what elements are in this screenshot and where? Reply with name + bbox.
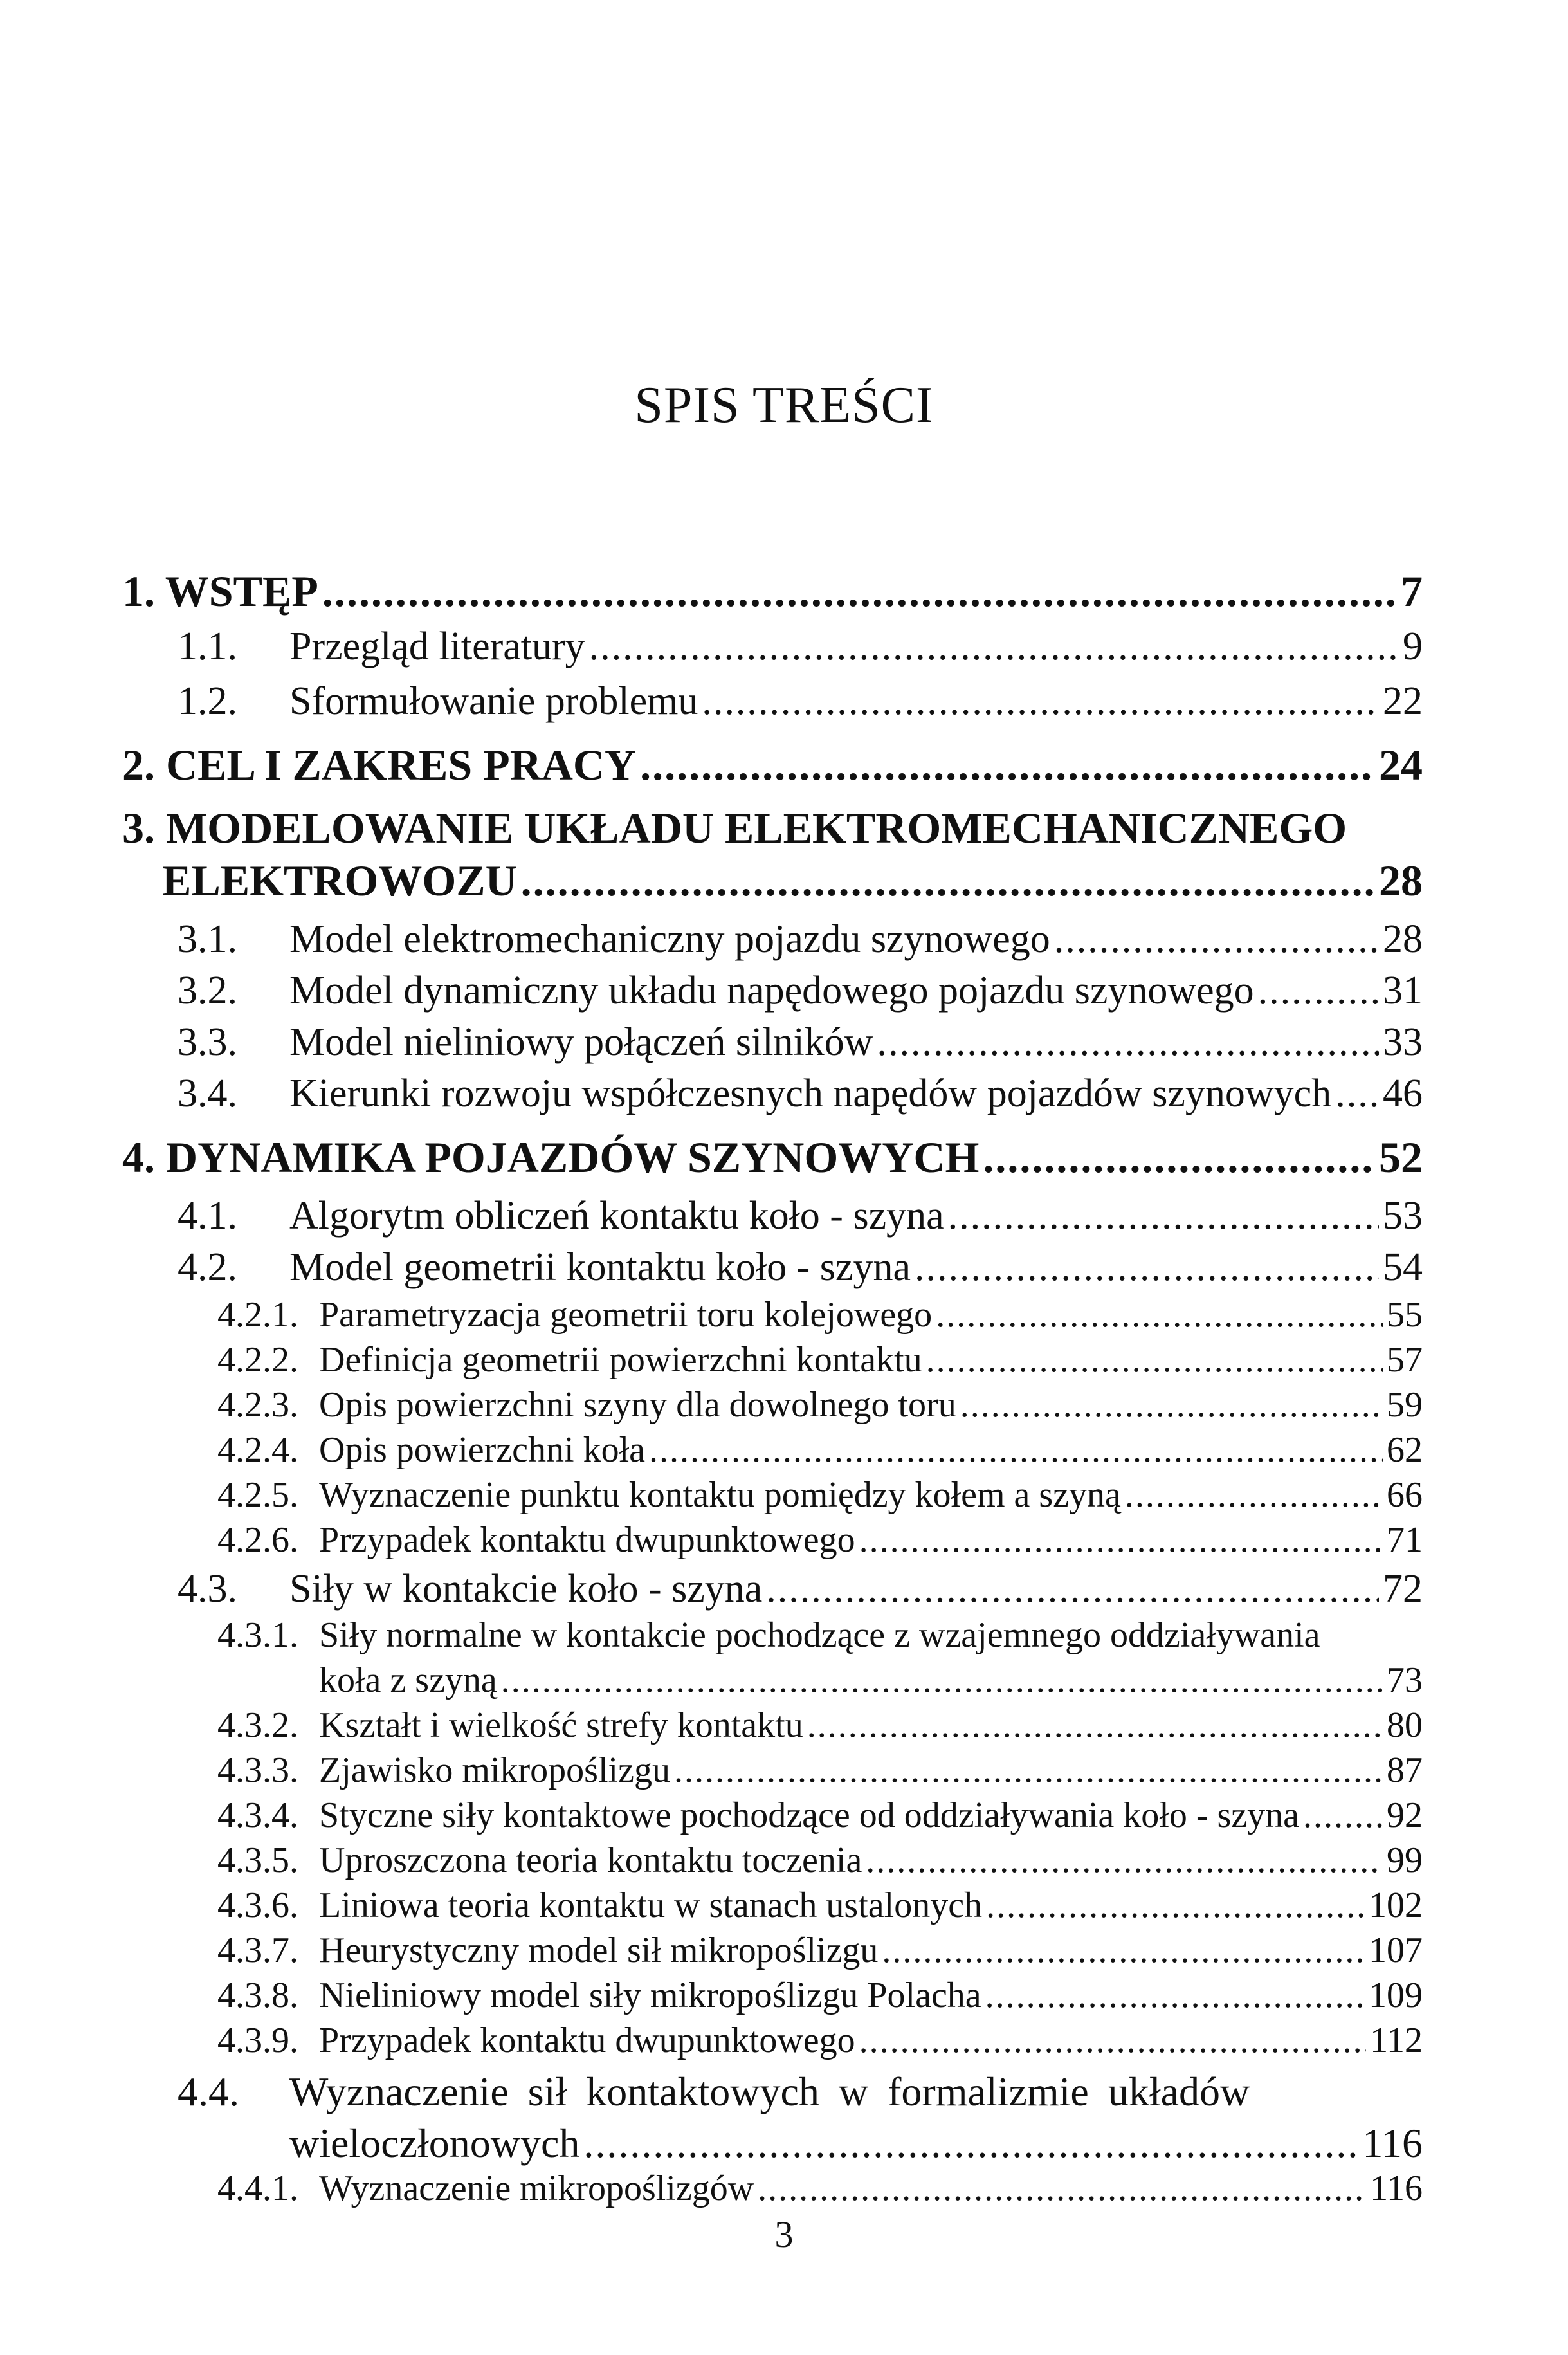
toc-entry-title: Uproszczona teoria kontaktu toczenia (319, 1840, 862, 1880)
toc-entry-title: Sformułowanie problemu (289, 679, 698, 723)
leader-dots (1335, 1071, 1379, 1117)
toc-entry-number: 4. (122, 1133, 155, 1182)
toc-entry[interactable] (178, 679, 1423, 730)
toc-entry-title: Heurystyczny model sił mikropoślizgu (319, 1930, 879, 1970)
toc-entry-title: Definicja geometrii powierzchni kontaktu (319, 1340, 922, 1380)
toc-entry[interactable] (122, 1132, 1423, 1184)
toc-entry[interactable] (289, 2120, 1423, 2171)
toc-entry[interactable] (178, 1193, 1423, 1245)
leader-dots (640, 740, 1375, 791)
toc-entry-title: Parametryzacja geometrii toru kolejowego (319, 1295, 933, 1335)
toc-entry-page: 71 (1387, 1520, 1423, 1560)
leader-dots (583, 2120, 1358, 2167)
leader-dots (702, 679, 1379, 724)
toc-entry-title: Model dynamiczny układu napędowego pojazdu szynowego (289, 969, 1254, 1013)
toc-entry-title: Przypadek kontaktu dwupunktowego (319, 2021, 855, 2060)
toc-entry-title: Opis powierzchni szyny dla dowolnego toru (319, 1385, 956, 1425)
toc-entry-number: 3.2. (178, 969, 237, 1013)
toc-entry-number: 1. (122, 567, 155, 616)
toc-entry-title: Opis powierzchni koła (319, 1430, 645, 1470)
toc-entry-number: 1.1. (178, 625, 237, 668)
toc-entry-title: wieloczłonowych (289, 2120, 580, 2166)
toc-entry-page: 28 (1383, 917, 1423, 961)
toc-entry-page: 7 (1401, 567, 1423, 616)
leader-dots (960, 1384, 1383, 1425)
toc-entry-title: Kierunki rozwoju współczesnych napędów pojazdów szynowych (289, 1072, 1332, 1115)
toc-entry-page: 92 (1387, 1795, 1423, 1835)
toc-entry-title: Model elektromechaniczny pojazdu szynowego (289, 917, 1050, 961)
toc-entry[interactable] (217, 1750, 1423, 1801)
leader-dots (1258, 968, 1379, 1014)
toc-entry-number: 4.4.1. (217, 2168, 298, 2208)
toc-entry-page: 22 (1383, 679, 1423, 723)
toc-entry-number: 4.2. (178, 1245, 237, 1289)
toc-entry-number: 4.3.1. (217, 1615, 298, 1655)
toc-entry[interactable] (217, 1705, 1423, 1756)
page-number: 3 (774, 2213, 794, 2255)
leader-dots (766, 1566, 1379, 1612)
toc-entry-title: Model geometrii kontaktu koło - szyna (289, 1245, 911, 1289)
toc-entry-number: 4.2.4. (217, 1430, 298, 1470)
toc-entry-title: Wyznaczenie punktu kontaktu pomiędzy kołem a szyną (319, 1475, 1121, 1515)
toc-entry-title: Styczne siły kontaktowe pochodzące od oddziaływania koło - szyna (319, 1795, 1299, 1835)
toc-entry-number: 3.1. (178, 917, 237, 961)
toc-entry[interactable] (217, 1474, 1423, 1526)
leader-dots (877, 1020, 1379, 1065)
toc-entry-page: 46 (1383, 1072, 1423, 1115)
toc-entry-page: 102 (1369, 1885, 1423, 1925)
toc-entry-title: Siły w kontakcie koło - szyna (289, 1567, 763, 1611)
toc-entry[interactable] (217, 2020, 1423, 2071)
toc-entry-page: 80 (1387, 1705, 1423, 1745)
leader-dots (589, 624, 1399, 670)
toc-entry-number: 4.2.1. (217, 1295, 298, 1335)
toc-entry-title: DYNAMIKA POJAZDÓW SZYNOWYCH (166, 1133, 980, 1182)
toc-entry-page: 73 (1387, 1660, 1423, 1700)
toc-entry-number: 4.2.2. (217, 1340, 298, 1380)
leader-dots (674, 1750, 1383, 1791)
toc-entry-number: 4.2.3. (217, 1385, 298, 1425)
toc-entry[interactable] (178, 624, 1423, 675)
leader-dots (936, 1294, 1383, 1335)
toc-entry[interactable] (162, 856, 1423, 907)
page-title: SPIS TREŚCI (634, 377, 934, 434)
leader-dots (758, 2168, 1366, 2209)
toc-entry-page: 52 (1379, 1133, 1423, 1182)
toc-entry-page: 116 (1370, 2168, 1423, 2208)
leader-dots (882, 1930, 1365, 1971)
toc-entry-number: 4.3.6. (217, 1885, 298, 1925)
toc-entry-page: 62 (1387, 1430, 1423, 1470)
toc-entry-title: Algorytm obliczeń kontaktu koło - szyna (289, 1194, 944, 1238)
toc-entry-page: 107 (1369, 1930, 1423, 1970)
leader-dots (859, 1519, 1383, 1561)
toc-entry-heading-line[interactable] (217, 1615, 1423, 1666)
toc-entry[interactable] (122, 740, 1423, 791)
toc-entry-page: 53 (1383, 1194, 1423, 1238)
toc-entry-number: 2. (122, 740, 155, 789)
toc-entry-title: koła z szyną (319, 1660, 497, 1700)
toc-entry-page: 59 (1387, 1385, 1423, 1425)
toc-entry-page: 33 (1383, 1020, 1423, 1064)
toc-entry-title: Zjawisko mikropoślizgu (319, 1750, 670, 1790)
toc-entry[interactable] (217, 1795, 1423, 1846)
leader-dots (983, 1132, 1375, 1183)
toc-entry-number: 4.3.7. (217, 1930, 298, 1970)
toc-entry-number: 3.3. (178, 1020, 237, 1064)
leader-dots (866, 1840, 1383, 1881)
toc-entry-title-line1: MODELOWANIE UKŁADU ELEKTROMECHANICZNEGO (166, 803, 1347, 852)
toc-entry[interactable] (178, 1071, 1423, 1123)
toc-entry-number: 4.3.5. (217, 1840, 298, 1880)
toc-entry[interactable] (319, 1660, 1423, 1711)
leader-dots (948, 1193, 1379, 1239)
toc-entry-page: 116 (1362, 2120, 1423, 2166)
toc-entry[interactable] (217, 1429, 1423, 1481)
toc-entry-title: Nieliniowy model siły mikropoślizgu Polacha (319, 1975, 981, 2015)
toc-entry-page: 87 (1387, 1750, 1423, 1790)
toc-entry[interactable] (217, 1294, 1423, 1346)
toc-entry-title: Liniowa teoria kontaktu w stanach ustalonych (319, 1885, 983, 1925)
toc-entry-page: 9 (1403, 625, 1423, 668)
leader-dots (1125, 1474, 1383, 1516)
toc-entry-number: 4.3.4. (217, 1795, 298, 1835)
toc-entry-title: CEL I ZAKRES PRACY (166, 740, 637, 789)
toc-entry-page: 66 (1387, 1475, 1423, 1515)
toc-entry-page: 55 (1387, 1295, 1423, 1335)
toc-entry-heading-line[interactable] (178, 2068, 1423, 2120)
toc-entry-page: 72 (1383, 1567, 1423, 1611)
toc-entry-title: Kształt i wielkość strefy kontaktu (319, 1705, 803, 1745)
toc-entry-number: 4.2.6. (217, 1520, 298, 1560)
toc-entry-number: 4.3.3. (217, 1750, 298, 1790)
toc-entry[interactable] (122, 566, 1423, 618)
toc-entry-number: 3.4. (178, 1072, 237, 1115)
toc-entry-number: 4.3.8. (217, 1975, 298, 2015)
toc-entry-title: Przypadek kontaktu dwupunktowego (319, 1520, 855, 1560)
toc-entry[interactable] (217, 1384, 1423, 1436)
toc-entry-page: 31 (1383, 969, 1423, 1013)
leader-dots (649, 1429, 1383, 1471)
toc-entry-title: ELEKTROWOZU (162, 856, 517, 905)
toc-entry[interactable] (217, 2168, 1423, 2219)
toc-entry[interactable] (178, 1020, 1423, 1071)
toc-entry-number: 3. (122, 803, 155, 852)
toc-entry-page: 109 (1369, 1975, 1423, 2015)
toc-entry-page: 99 (1387, 1840, 1423, 1880)
toc-entry-page: 54 (1383, 1245, 1423, 1289)
leader-dots (986, 1885, 1365, 1926)
toc-entry-title: WSTĘP (165, 567, 318, 616)
leader-dots (1303, 1795, 1383, 1836)
leader-dots (915, 1245, 1379, 1290)
toc-entry-number: 1.2. (178, 679, 237, 723)
toc-entry[interactable] (217, 1840, 1423, 1891)
toc-entry-heading-line[interactable] (122, 803, 1423, 854)
toc-entry-title: Wyznaczenie mikropoślizgów (319, 2168, 754, 2208)
toc-entry-number: 4.1. (178, 1194, 237, 1238)
leader-dots (859, 2020, 1366, 2061)
toc-entry-page: 112 (1370, 2021, 1423, 2060)
toc-entry[interactable] (178, 968, 1423, 1020)
toc-entry-title: Model nieliniowy połączeń silników (289, 1020, 873, 1064)
leader-dots (521, 856, 1375, 906)
toc-entry[interactable] (217, 1885, 1423, 1936)
leader-dots (926, 1339, 1383, 1380)
toc-entry-title-line1: Wyznaczenie sił kontaktowych w formalizmie układów (289, 2069, 1250, 2114)
leader-dots (807, 1705, 1383, 1746)
toc-entry-number: 4.3.9. (217, 2021, 298, 2060)
leader-dots (322, 566, 1397, 617)
toc-entry-page: 57 (1387, 1340, 1423, 1380)
toc-entry[interactable] (217, 1339, 1423, 1391)
toc-entry[interactable] (217, 1975, 1423, 2026)
toc-entry-title: Przegląd literatury (289, 625, 585, 668)
leader-dots (985, 1975, 1365, 2016)
leader-dots (1054, 917, 1379, 962)
leader-dots (501, 1660, 1383, 1701)
toc-entry-page: 24 (1379, 740, 1423, 789)
toc-entry-title-line1: Siły normalne w kontakcie pochodzące z wzajemnego oddziaływania (319, 1615, 1320, 1655)
toc-entry-page: 28 (1379, 856, 1423, 905)
toc-entry-number: 4.4. (178, 2069, 239, 2114)
toc-entry[interactable] (178, 917, 1423, 968)
toc-entry[interactable] (178, 1245, 1423, 1296)
toc-entry[interactable] (217, 1519, 1423, 1571)
toc-entry-number: 4.2.5. (217, 1475, 298, 1515)
toc-entry[interactable] (217, 1930, 1423, 1981)
toc-entry-number: 4.3. (178, 1567, 237, 1611)
toc-entry-number: 4.3.2. (217, 1705, 298, 1745)
toc-entry[interactable] (178, 1566, 1423, 1618)
